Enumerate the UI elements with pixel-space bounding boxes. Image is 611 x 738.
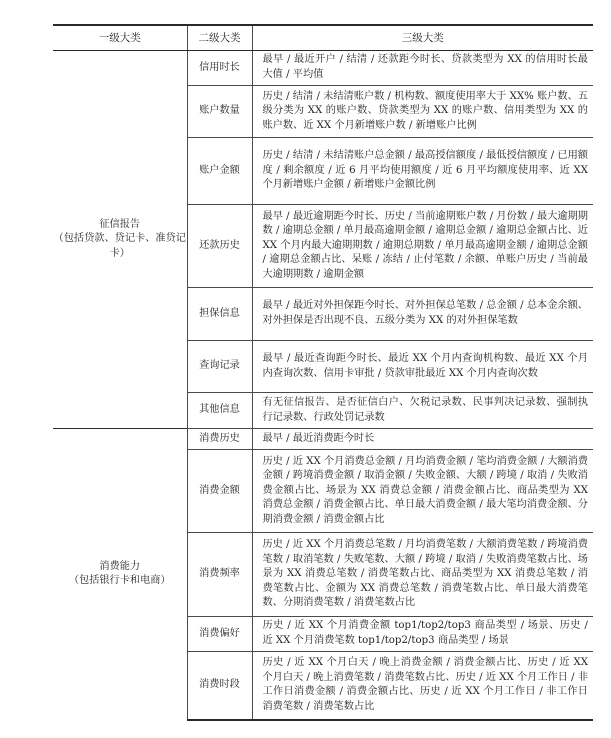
level-2-cell: 查询记录 — [187, 341, 252, 393]
level-2-cell: 消费偏好 — [187, 617, 252, 652]
table-header-row — [53, 25, 593, 51]
level-3-cell: 历史 / 近 XX 个月消费金额 top1/top2/top3 商品类型 / 场景、历史 / 近 XX 个月消费笔数 top1/top2/top3 商品类型 / 场景 — [252, 617, 593, 652]
level-2-cell: 账户数量 — [187, 86, 252, 138]
level-2-cell: 消费历史 — [187, 429, 252, 450]
table-row — [53, 51, 593, 86]
feature-category-table — [53, 24, 593, 721]
header-level-1: 一级大类 — [53, 25, 187, 51]
level-3-cell: 历史 / 近 XX 个月白天 / 晚上消费金额 / 消费金额占比、历史 / 近 XX 个月白天 / 晚上消费笔数 / 消费笔数占比、历史 / 近 XX 个月工作日 / 非工作日消费金额 / 消费金额占比、历史 / 近 XX 个月工作日 / 非工作日消费笔数 / 消费笔数占比 — [252, 652, 593, 720]
level-3-cell: 历史 / 结清 / 未结清账户数 / 机构数、额度使用率大于 XX% 账户数、五级分类为 XX 的账户数、贷款类型为 XX 的账户数、信用类型为 XX 的账户数、近 XX 个月新增账户数 / 新增账户比例 — [252, 86, 593, 138]
header-level-3: 三级大类 — [252, 25, 593, 51]
level-3-cell: 历史 / 结清 / 未结清账户总金额 / 最高授信额度 / 最低授信额度 / 已用额度 / 剩余额度 / 近 6 月平均使用额度 / 近 6 月平均额度使用率、近 XX 个月新增账户金额 / 新增账户金额比例 — [252, 138, 593, 205]
level-1-cell — [53, 429, 187, 720]
table-row — [53, 429, 593, 450]
level-2-cell: 担保信息 — [187, 288, 252, 341]
level-2-cell: 信用时长 — [187, 51, 252, 86]
level-1-name: 征信报告 — [99, 218, 141, 230]
level-3-cell: 最早 / 最近逾期距今时长、历史 / 当前逾期账户数 / 月份数 / 最大逾期期数 / 逾期总金额 / 单月最高逾期金额 / 逾期总金额 / 逾期总金额占比、近 XX 个月内最大逾期期数 / 逾期总期数 / 单月最高逾期金额 / 逾期总金额 / 逾期总金额占比、呆账 / 冻结 / 止付笔数 / 余额、单账户历史 / 当前最大逾期期数 / 逾期金额 — [252, 205, 593, 288]
level-2-cell: 消费频率 — [187, 533, 252, 617]
level-3-cell: 最早 / 最近查询距今时长、最近 XX 个月内查询机构数、最近 XX 个月内查询次数、信用卡审批 / 贷款审批最近 XX 个月内查询次数 — [252, 341, 593, 393]
level-3-cell: 最早 / 最近消费距今时长 — [252, 429, 593, 450]
level-3-cell: 历史 / 近 XX 个月消费总金额 / 月均消费金额 / 笔均消费金额 / 大额消费金额 / 跨境消费金额 / 取消金额 / 失败金额、大额 / 跨境 / 取消 / 失败消费金额占比、场景为 XX 消费总金额 / 消费金额占比、商品类型为 XX 消费总金额 / 消费金额占比、单日最大消费金额 / 最大笔均消费金额、分期消费金额 / 消费金额占比 — [252, 450, 593, 533]
level-2-cell: 还款历史 — [187, 205, 252, 288]
level-3-cell: 最早 / 最近开户 / 结清 / 还款距今时长、贷款类型为 XX 的信用时长最大值 / 平均值 — [252, 51, 593, 86]
level-1-subtitle: （包括银行卡和电商） — [68, 575, 171, 587]
level-1-name: 消费能力 — [99, 560, 141, 572]
level-2-cell: 消费金额 — [187, 450, 252, 533]
level-1-subtitle: （包括贷款、贷记卡、准贷记卡） — [53, 233, 186, 259]
level-3-cell: 历史 / 近 XX 个月消费总笔数 / 月均消费笔数 / 大额消费笔数 / 跨境消费笔数 / 取消笔数 / 失败笔数、大额 / 跨境 / 取消 / 失败消费笔数占比、场景为 XX 消费总笔数 / 消费笔数占比、商品类型为 XX 消费总笔数 / 消费笔数占比、金额为 XX 消费总笔数 / 消费笔数占比、单日最大消费笔数、分期消费笔数 / 消费笔数占比 — [252, 533, 593, 617]
level-2-cell: 其他信息 — [187, 393, 252, 429]
level-2-cell: 消费时段 — [187, 652, 252, 720]
header-level-2: 二级大类 — [187, 25, 252, 51]
level-3-cell: 最早 / 最近对外担保距今时长、对外担保总笔数 / 总金额 / 总本金余额、对外担保是否出现不良、五级分类为 XX 的对外担保笔数 — [252, 288, 593, 341]
level-1-cell — [53, 51, 187, 429]
level-3-cell: 有无征信报告、是否征信白户、欠税记录数、民事判决记录数、强制执行记录数、行政处罚记录数 — [252, 393, 593, 429]
level-2-cell: 账户金额 — [187, 138, 252, 205]
